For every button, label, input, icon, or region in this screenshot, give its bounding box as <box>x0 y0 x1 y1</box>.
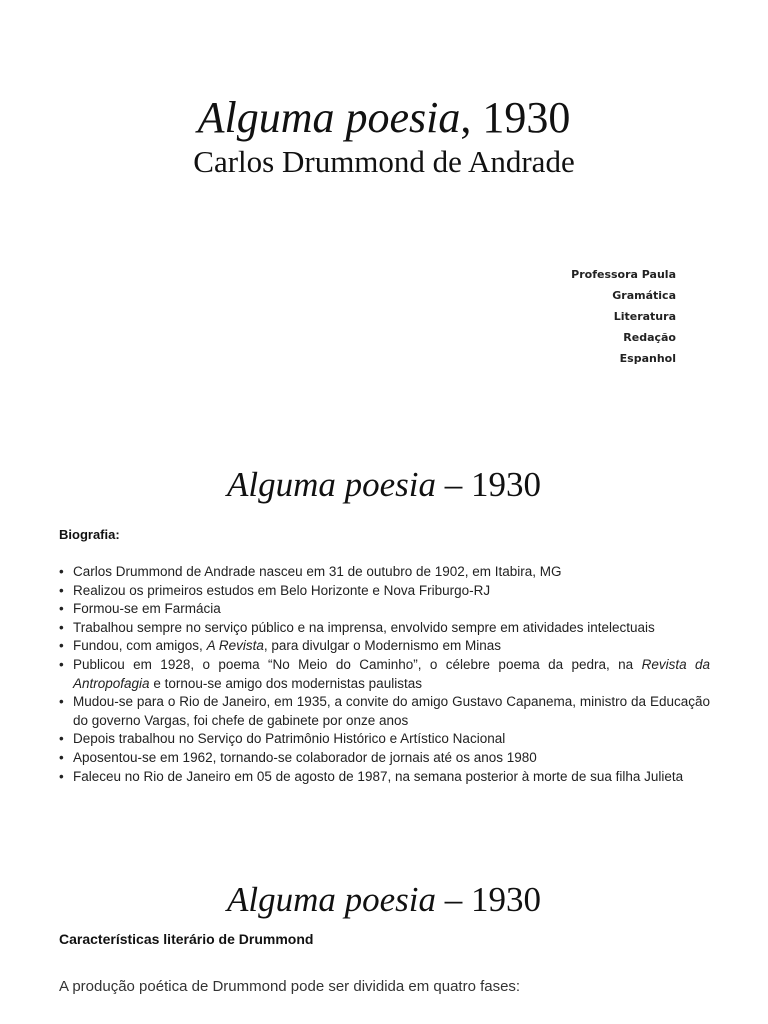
list-item-text: Fundou, com amigos, <box>73 638 207 654</box>
bullet: • <box>59 619 64 635</box>
bullet: • <box>59 564 64 579</box>
list-item-text: Aposentou-se em 1962, tornando-se colaborador de jornais até os anos 1980 <box>73 749 537 765</box>
list-item-text-continued: , para divulgar o Modernismo em Minas <box>263 638 501 654</box>
teacher-subject-literature: Literatura <box>613 310 676 323</box>
list-item <box>59 693 710 730</box>
slide2-title <box>0 463 768 507</box>
characteristics-heading: Características literário de Drummond <box>59 931 314 947</box>
bullet: • <box>59 694 64 710</box>
slide3-title-italic: Alguma poesia <box>226 880 436 919</box>
slide1-title <box>0 92 768 144</box>
bullet: • <box>59 638 64 654</box>
slide1-title-year: , 1930 <box>460 93 571 142</box>
bullet: • <box>59 731 64 747</box>
biography-list <box>59 563 710 786</box>
bullet: • <box>59 582 64 598</box>
list-item <box>59 619 710 638</box>
list-item-text: Faleceu no Rio de Janeiro em 05 de agosto de 1987, na semana posterior à morte de sua filha Julieta <box>73 768 684 784</box>
list-item <box>59 563 710 582</box>
list-item-title-italic: Revista da Antropofagia <box>73 656 710 691</box>
bullet: • <box>59 749 64 765</box>
list-item-text: Publicou em 1928, o poema “No Meio do Caminho”, o célebre poema da pedra, na <box>73 656 642 672</box>
slide3-title-year: – 1930 <box>436 880 541 919</box>
bullet: • <box>59 601 64 617</box>
list-item <box>59 600 710 619</box>
list-item <box>59 749 710 768</box>
slide3-title <box>0 878 768 922</box>
teacher-subject-spanish: Espanhol <box>619 352 676 365</box>
list-item-text: Trabalhou sempre no serviço público e na imprensa, envolvido sempre em atividades intelectuais <box>73 619 655 635</box>
bullet: • <box>59 656 64 672</box>
teacher-subject-grammar: Gramática <box>612 289 676 302</box>
teacher-info <box>571 264 676 369</box>
teacher-subject-writing: Redação <box>623 331 676 344</box>
list-item <box>59 637 710 656</box>
slide2-title-italic: Alguma poesia <box>226 465 436 504</box>
list-item-text: Mudou-se para o Rio de Janeiro, em 1935, a convite do amigo Gustavo Capanema, ministro da Educação do governo Vargas, foi chefe de gabinete por onze anos <box>73 694 710 728</box>
list-item-text: Depois trabalhou no Serviço do Patrimônio Histórico e Artístico Nacional <box>73 731 506 747</box>
list-item-text: Formou-se em Farmácia <box>73 601 221 617</box>
list-item <box>59 656 710 693</box>
biography-heading: Biografia: <box>59 527 120 542</box>
list-item-text: Carlos Drummond de Andrade nasceu em 31 de outubro de 1902, em Itabira, MG <box>73 564 562 579</box>
list-item <box>59 582 710 601</box>
list-item <box>59 768 710 787</box>
bullet: • <box>59 768 64 784</box>
slide2-title-year: – 1930 <box>436 465 541 504</box>
list-item-title-italic: A Revista <box>206 638 264 654</box>
slide1-title-italic: Alguma poesia <box>197 93 461 142</box>
slide1-subtitle: Carlos Drummond de Andrade <box>193 144 575 179</box>
list-item-text-continued: e tornou-se amigo dos modernistas paulistas <box>149 675 422 691</box>
list-item <box>59 730 710 749</box>
list-item-text: Realizou os primeiros estudos em Belo Horizonte e Nova Friburgo-RJ <box>73 582 491 598</box>
phases-intro-text: A produção poética de Drummond pode ser dividida em quatro fases: <box>59 978 521 995</box>
teacher-name: Professora Paula <box>571 268 676 281</box>
